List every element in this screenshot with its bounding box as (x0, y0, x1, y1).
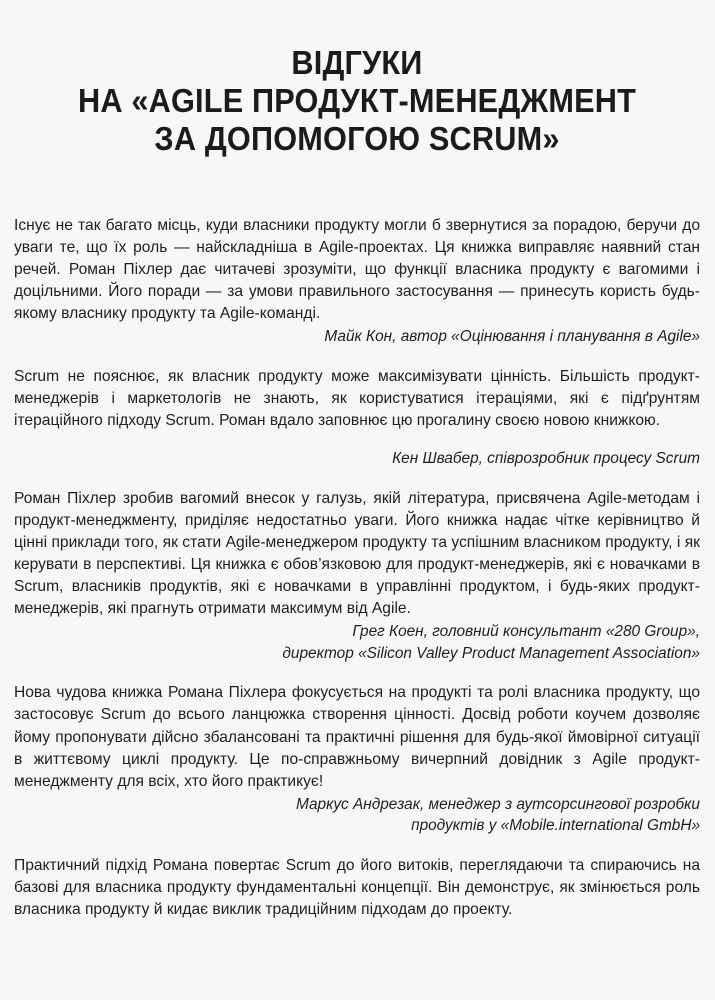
page-title (14, 0, 700, 158)
attribution-line: Кен Швабер, співрозробник процесу Scrum (392, 450, 700, 468)
testimonial-text: Практичний підхід Романа повертає Scrum до його витоків, переглядаючи та спираючись на базові для власника продукту фундаментальні концепції. Він демонструє, як змінюється роль власника продукту й кидає виклик традиційним підходам до проекту. (14, 856, 700, 918)
testimonial-text: Scrum не пояснює, як власник продукту може максимізувати цінність. Більшість продукт-менеджерів і маркетологів не знають, як користуватися ітераціями, які є підґрунтям ітераційного підходу Scrum. Роман вдало заповнює цю прогалину своєю новою книжкою. (14, 367, 700, 430)
testimonial-attribution (14, 325, 700, 348)
attribution-line: Майк Кон, автор «Оцінювання і планування в Agile» (324, 328, 700, 346)
testimonials-list (14, 158, 700, 921)
testimonial-attribution (14, 793, 700, 837)
attribution-line: директор «Silicon Valley Product Management Association» (282, 644, 700, 662)
testimonial-attribution (14, 620, 700, 664)
testimonial-text: Існує не так багато місць, куди власники продукту могли б звернутися за порадою, беручи до уваги те, що їх роль — найскладніша в Agile-проектах. Ця книжка виправляє наявний стан речей. Роман Піхлер дає читачеві зрозуміти, що функції власника продукту є вагомими і доцільними. Його поради — за умови правильного застосування — принесуть користь будь-якому власнику продукту та Agile-команді. (14, 217, 700, 323)
testimonial (14, 366, 700, 470)
testimonial-text: Роман Піхлер зробив вагомий внесок у галузь, якій література, присвячена Agile-методам і продукт-менеджменту, приділяє недостатньо уваги. Його книжка надає чітке керівництво й цінні приклади того, як стати Agile-менеджером продукту та успішним власником продукту, і як керувати в перспективі. Ця книжка є обов’язковою для продукт-менеджерів, які є новачками в Scrum, власників продуктів, які є новачками в управлінні продуктом, і будь-яких продукт-менеджерів, які прагнуть отримати максимум від Agile. (14, 489, 700, 618)
attribution-line: Грег Коен, головний консультант «280 Group», (352, 623, 700, 641)
testimonial-attribution (14, 432, 700, 470)
testimonial (14, 215, 700, 348)
page-title-line-2: НА «AGILE ПРОДУКТ-МЕНЕДЖМЕНТ (77, 82, 637, 119)
testimonial (14, 488, 700, 665)
testimonial (14, 855, 700, 921)
page-title-line-3: ЗА ДОПОМОГОЮ SCRUM» (154, 120, 560, 157)
page-title-line-1: ВІДГУКИ (291, 44, 423, 81)
attribution-line: Маркус Андрезак, менеджер з аутсорсингової розробки (295, 795, 700, 813)
attribution-line: продуктів у «Mobile.international GmbH» (411, 817, 700, 835)
testimonial (14, 682, 700, 836)
testimonial-text: Нова чудова книжка Романа Піхлера фокусується на продукті та ролі власника продукту, що застосовує Scrum до всього ланцюжка створення цінності. Досвід роботи коучем дозволяє йому пропонувати дійсно збалансовані та практичні рішення для будь-якої ймовірної ситуації в життєвому циклі продукту. Це по-справжньому вичерпний довідник з Agile продукт-менеджменту для всіх, хто його практикує! (14, 684, 700, 790)
